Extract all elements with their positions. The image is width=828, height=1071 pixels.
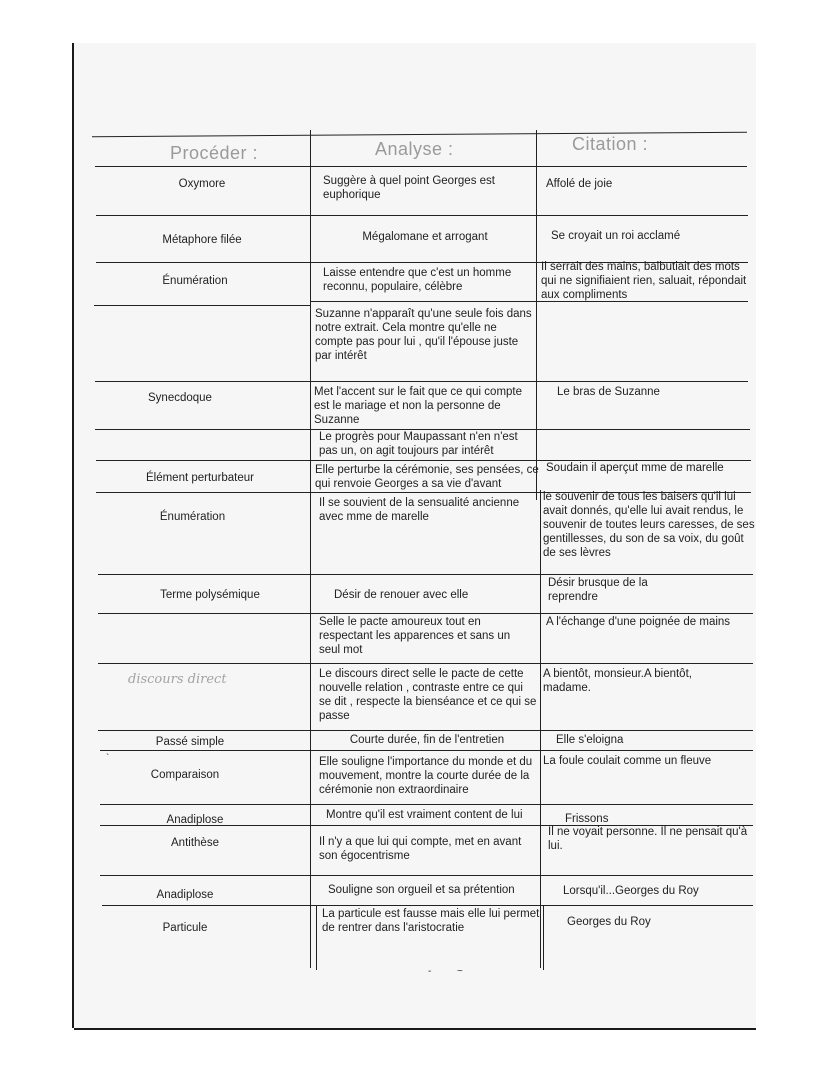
row-analyse: Met l'accent sur le fait que ce qui compte est le mariage et non la personne de Suzanne [314, 386, 523, 426]
row-analyse: Elle souligne l'importance du monde et du mouvement, montre la courte durée de la cérémonie non extraordinaire [319, 756, 533, 796]
row-citation: Se croyait un roi acclamé [551, 230, 681, 242]
row-citation: Le bras de Suzanne [557, 386, 660, 398]
row-procede: Passé simple [155, 736, 225, 748]
row-citation: Georges du Roy [567, 916, 651, 928]
row-citation: A bientôt, monsieur.A bientôt, madame. [543, 668, 692, 694]
row-citation: Affolé de joie [546, 178, 613, 190]
row-analyse: Il n'y a que lui qui compte, met en avant son égocentrisme [319, 836, 522, 862]
row-analyse: Selle le pacte amoureux tout en respectant les apparences et sans un seul mot [319, 616, 511, 656]
row-procede: Élément perturbateur [145, 472, 255, 484]
row-procede: Synecdoque [148, 392, 212, 404]
row-procede: Anadiplose [156, 889, 214, 901]
row-citation: A l'échange d'une poignée de mains [546, 616, 731, 628]
row-citation: Frissons [565, 813, 609, 825]
row-citation: Lorsqu'il...Georges du Roy [563, 885, 699, 897]
row-analyse: Mégalomane et arrogant [362, 231, 488, 243]
row-analyse: La particule est fausse mais elle lui permet de rentrer dans l'aristocratie [322, 908, 540, 934]
row-analyse: Elle perturbe la cérémonie, ses pensées, ce qui renvoie Georges a sa vie d'avant [315, 464, 539, 490]
row-analyse: Le discours direct selle le pacte de cette nouvelle relation , contraste entre ce qui se dit , respecte la bienséance et ce qui se passe [319, 668, 537, 722]
row-procede: Métaphore filée [162, 234, 242, 246]
row-citation: Désir brusque de la reprendre [548, 577, 648, 603]
row-procede: Particule [162, 922, 208, 934]
row-procede: Oxymore [178, 178, 226, 190]
row-citation: Il ne voyait personne. Il ne pensait qu'à lui. [548, 826, 748, 852]
row-procede: Comparaison [150, 769, 220, 781]
header-analyse: Analyse : [375, 139, 454, 159]
pen-mark: ~ [457, 966, 463, 977]
row-citation: Elle s'eloigna [556, 734, 624, 746]
row-analyse: Suggère à quel point Georges est euphorique [323, 175, 495, 201]
row-citation: Il serrait des mains, balbutiait des mots qui ne signifiaient rien, saluait, répondait aux compliments [541, 261, 747, 301]
row-analyse: Suzanne n'apparaît qu'une seule fois dans notre extrait. Cela montre qu'elle ne compte pas pour lui , qu'il l'épouse juste par intérêt [315, 308, 532, 362]
row-procede-handwritten: discours direct [128, 672, 227, 687]
row-procede: Antithèse [171, 837, 219, 849]
row-analyse: Il se souvient de la sensualité ancienne avec mme de marelle [319, 497, 520, 523]
row-analyse: Laisse entendre que c'est un homme reconnu, populaire, célèbre [323, 267, 512, 293]
header-citation: Citation : [572, 134, 649, 154]
row-analyse: Souligne son orgueil et sa prétention [328, 884, 515, 896]
row-citation: La foule coulait comme un fleuve [543, 755, 712, 767]
row-procede: Énumération [159, 511, 226, 523]
row-procede: Anadiplose [166, 814, 224, 826]
row-citation: Soudain il aperçut mme de marelle [546, 462, 724, 474]
header-procede: Procéder : [170, 143, 259, 163]
row-analyse: Désir de renouer avec elle [334, 589, 469, 601]
row-analyse: Courte durée, fin de l'entretien [349, 734, 505, 746]
pen-mark: ` [106, 753, 110, 764]
row-analyse: Montre qu'il est vraiment content de lui [326, 809, 523, 821]
row-analyse: Le progrès pour Maupassant n'en n'est pas un, on agit toujours par intérêt [319, 431, 518, 457]
row-procede: Terme polysémique [160, 589, 260, 601]
pen-mark: - [428, 966, 432, 977]
row-procede: Énumération [162, 275, 228, 287]
row-citation: le souvenir de tous les baisers qu'il lui avait donnés, qu'elle lui avait rendus, le souvenir de toutes leurs caresses, de ses gentillesses, du son de sa voix, du goût de ses lèvres [543, 491, 755, 559]
